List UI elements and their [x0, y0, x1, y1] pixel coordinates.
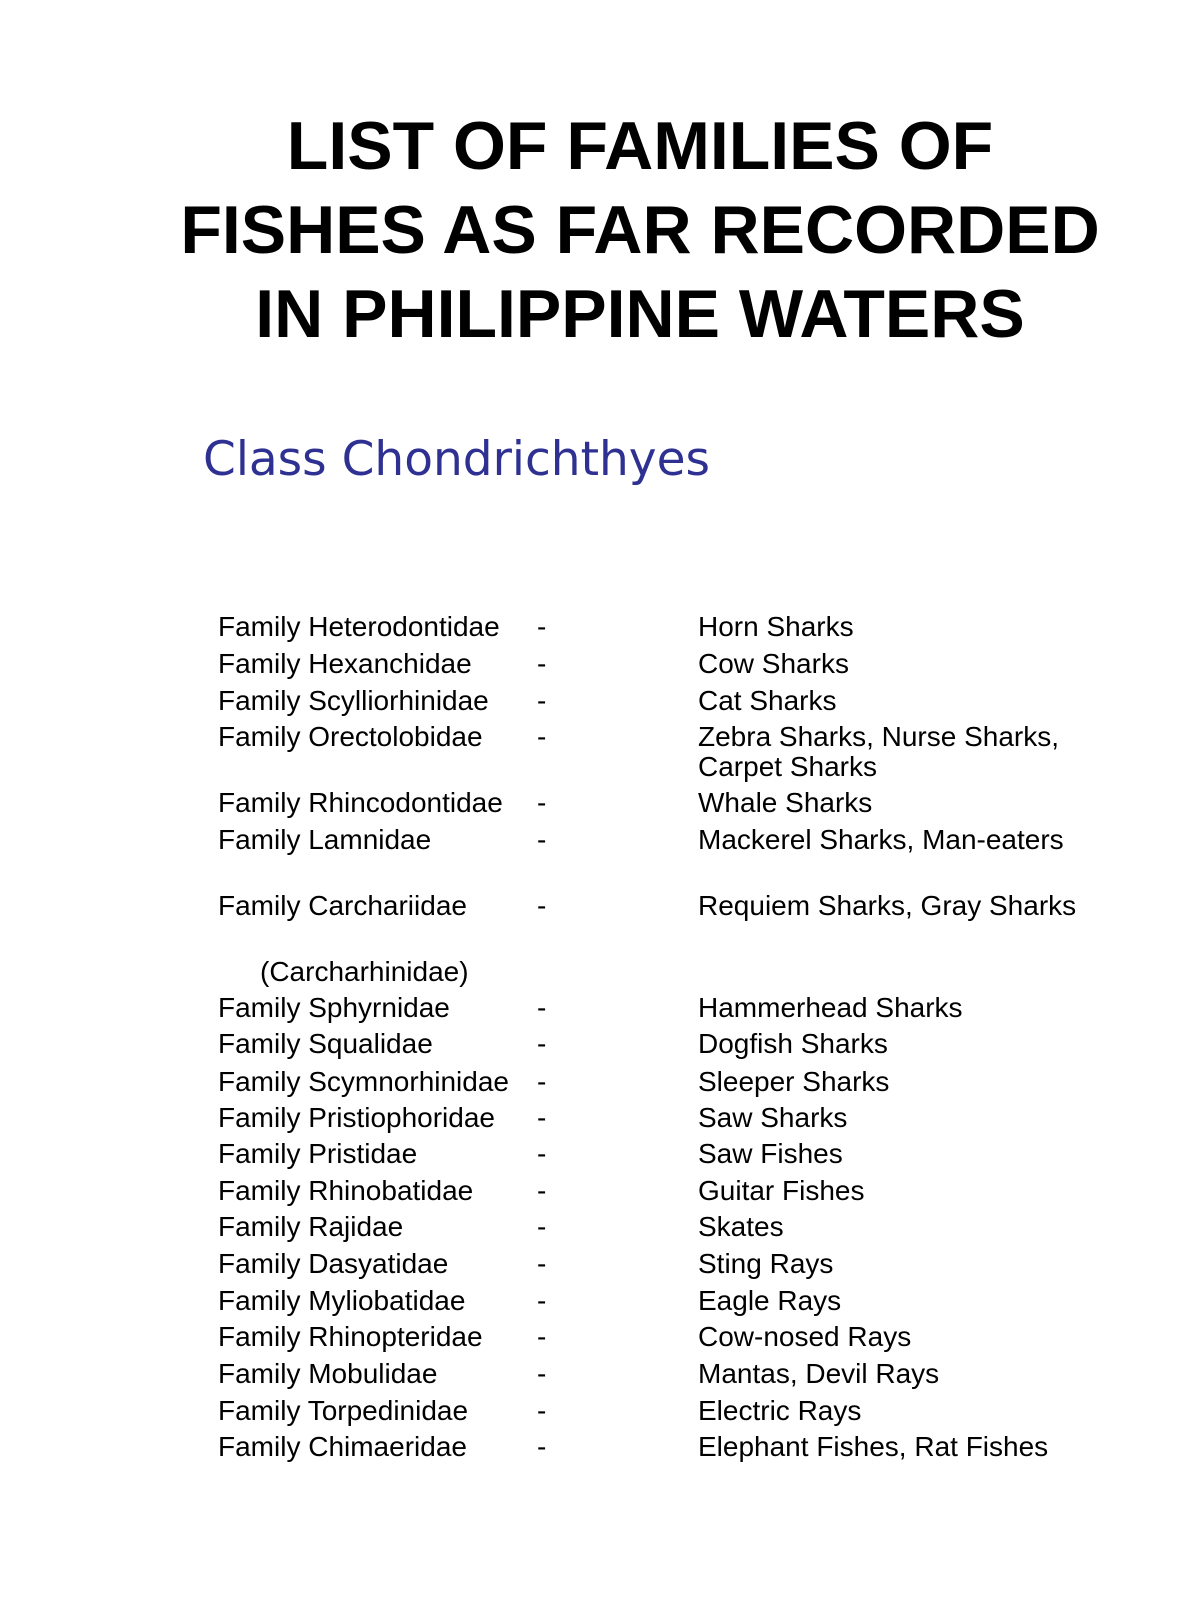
common-name: Sting Rays [698, 1248, 834, 1279]
family-name: Family Carchariidae [218, 890, 467, 921]
separator-dash: - [537, 1066, 547, 1097]
separator-dash: - [537, 611, 547, 642]
common-name: Whale Sharks [698, 787, 873, 818]
separator-dash: - [537, 1431, 547, 1462]
separator-dash: - [537, 1028, 547, 1059]
separator-dash: - [537, 721, 547, 752]
separator-dash: - [537, 1248, 547, 1279]
separator-dash: - [537, 992, 547, 1023]
family-name: Family Rhinopteridae [218, 1321, 483, 1352]
separator-dash: - [537, 824, 547, 855]
family-name: Family Mobulidae [218, 1358, 438, 1389]
common-name: Zebra Sharks, Nurse Sharks, Carpet Sharks [698, 721, 1060, 782]
family-name: Family Myliobatidae [218, 1285, 466, 1316]
common-name: Mantas, Devil Rays [698, 1358, 940, 1389]
family-name: Family Hexanchidae [218, 648, 472, 679]
common-name: Hammerhead Sharks [698, 992, 963, 1023]
separator-dash: - [537, 1395, 547, 1426]
separator-dash: - [537, 1102, 547, 1133]
family-name: Family Pristiophoridae [218, 1102, 495, 1133]
common-name: Dogfish Sharks [698, 1028, 888, 1059]
common-name: Requiem Sharks, Gray Sharks [698, 890, 1077, 921]
family-name: Family Sphyrnidae [218, 992, 450, 1023]
family-name: Family Squalidae [218, 1028, 433, 1059]
family-name: Family Lamnidae [218, 824, 432, 855]
separator-dash: - [537, 685, 547, 716]
title-line: LIST OF FAMILIES OF [286, 108, 994, 184]
common-name: Cat Sharks [698, 685, 837, 716]
common-name: Mackerel Sharks, Man-eaters [698, 824, 1064, 855]
common-name: Electric Rays [698, 1395, 862, 1426]
common-name: Horn Sharks [698, 611, 854, 642]
class-heading: Class Chondrichthyes [203, 432, 711, 487]
page-title [100, 104, 1180, 356]
common-name: Cow Sharks [698, 648, 849, 679]
common-name: Elephant Fishes, Rat Fishes [698, 1431, 1049, 1462]
separator-dash: - [537, 1211, 547, 1242]
family-name: Family Torpedinidae [218, 1395, 469, 1426]
separator-dash: - [537, 1358, 547, 1389]
title-line: FISHES AS FAR RECORDED [180, 192, 1100, 268]
family-name: Family Pristidae [218, 1138, 418, 1169]
family-name: Family Scylliorhinidae [218, 685, 489, 716]
separator-dash: - [537, 1175, 547, 1206]
family-name: Family Heterodontidae [218, 611, 500, 642]
family-name: Family Rhincodontidae [218, 787, 503, 818]
common-name: Sleeper Sharks [698, 1066, 890, 1097]
family-name: Family Rajidae [218, 1211, 404, 1242]
common-name: Eagle Rays [698, 1285, 842, 1316]
family-alt-name: (Carcharhinidae) [260, 956, 469, 987]
common-name: Saw Fishes [698, 1138, 843, 1169]
family-name: Family Scymnorhinidae [218, 1066, 509, 1097]
common-name: Skates [698, 1211, 784, 1242]
separator-dash: - [537, 1138, 547, 1169]
separator-dash: - [537, 1285, 547, 1316]
family-name: Family Orectolobidae [218, 721, 483, 752]
separator-dash: - [537, 890, 547, 921]
separator-dash: - [537, 648, 547, 679]
common-name: Saw Sharks [698, 1102, 848, 1133]
family-name: Family Chimaeridae [218, 1431, 467, 1462]
separator-dash: - [537, 787, 547, 818]
common-name: Guitar Fishes [698, 1175, 865, 1206]
family-name: Family Dasyatidae [218, 1248, 449, 1279]
family-name: Family Rhinobatidae [218, 1175, 474, 1206]
title-line: IN PHILIPPINE WATERS [255, 276, 1025, 352]
common-name: Cow-nosed Rays [698, 1321, 912, 1352]
separator-dash: - [537, 1321, 547, 1352]
